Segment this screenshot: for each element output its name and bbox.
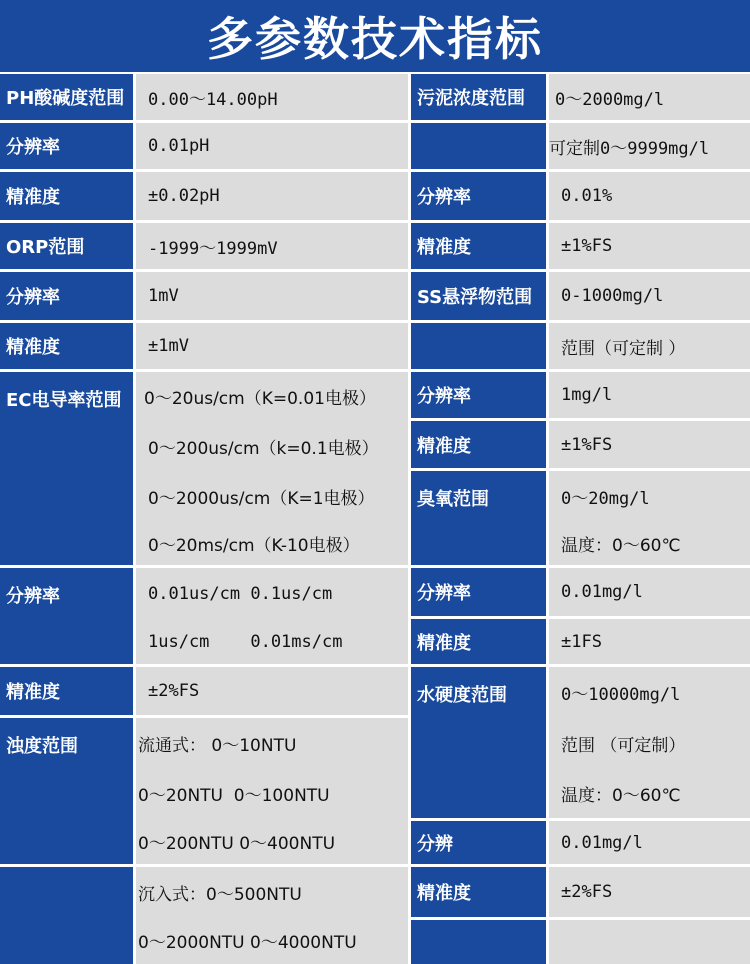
turbidity-range-line: 流通式： 0～10NTU — [136, 718, 408, 768]
page-title: 多参数技术指标 — [0, 0, 750, 72]
ph-resolution-label: 分辨率 — [0, 123, 133, 169]
sludge-blank-label — [411, 123, 546, 169]
hardness-blank-label — [411, 920, 546, 964]
ss-blank-label — [411, 323, 546, 369]
ss-resolution-value: 1mg/l — [549, 372, 750, 418]
ph-accuracy-value: ±0.02pH — [136, 172, 408, 220]
sludge-custom-value: 可定制0～9999mg/l — [549, 123, 750, 169]
ss-custom-value: 范围（可定制 ） — [549, 323, 750, 369]
turbidity-range-line: 沉入式：0～500NTU — [136, 867, 408, 917]
ph-resolution-value: 0.01pH — [136, 123, 408, 169]
ozone-range-label: 臭氧范围 — [411, 471, 546, 565]
ec-range-line: 0～20us/cm（K=0.01电极） — [136, 372, 408, 421]
ec-accuracy-value: ±2%FS — [136, 667, 408, 715]
sludge-range-value: 0～2000mg/l — [549, 74, 750, 120]
hardness-resolution-label: 分辨 — [411, 821, 546, 864]
ozone-resolution-label: 分辨率 — [411, 568, 546, 616]
hardness-accuracy-value: ±2%FS — [549, 867, 750, 917]
ozone-accuracy-label: 精准度 — [411, 619, 546, 664]
hardness-range-label: 水硬度范围 — [411, 667, 546, 818]
orp-range-value: -1999～1999mV — [136, 223, 408, 269]
sludge-range-label: 污泥浓度范围 — [411, 74, 546, 120]
turbidity-range-label: 浊度范围 — [0, 718, 133, 864]
sludge-accuracy-value: ±1%FS — [549, 223, 750, 269]
ozone-accuracy-value: ±1FS — [549, 619, 750, 664]
hardness-custom-value: 范围 （可定制） — [549, 718, 750, 768]
ec-resolution-line: 0.01us/cm 0.1us/cm — [136, 568, 408, 620]
ec-accuracy-label: 精准度 — [0, 667, 133, 715]
ec-range-line: 0～20ms/cm（K-10电极） — [136, 521, 408, 565]
ec-resolution-label: 分辨率 — [0, 568, 133, 664]
hardness-temperature-value: 温度：0～60℃ — [549, 768, 750, 818]
ph-range-value: 0.00～14.00pH — [136, 74, 408, 120]
orp-resolution-label: 分辨率 — [0, 272, 133, 320]
ozone-range-value: 0～20mg/l — [549, 471, 750, 521]
ss-accuracy-value: ±1%FS — [549, 421, 750, 468]
ss-range-label: SS悬浮物范围 — [411, 272, 546, 320]
ozone-temperature-value: 温度：0～60℃ — [549, 521, 750, 565]
ozone-resolution-value: 0.01mg/l — [549, 568, 750, 616]
hardness-blank-value — [549, 920, 750, 964]
turbidity-range-line: 0～20NTU 0～100NTU — [136, 768, 408, 818]
ph-accuracy-label: 精准度 — [0, 172, 133, 220]
sludge-accuracy-label: 精准度 — [411, 223, 546, 269]
hardness-accuracy-label: 精准度 — [411, 867, 546, 917]
turbidity-blank-label — [0, 867, 133, 964]
ss-range-value: 0-1000mg/l — [549, 272, 750, 320]
sludge-resolution-value: 0.01% — [549, 172, 750, 220]
turbidity-range-line: 0～200NTU 0～400NTU — [136, 818, 408, 864]
turbidity-range-line: 0～2000NTU 0～4000NTU — [136, 917, 408, 964]
ec-resolution-line: 1us/cm 0.01ms/cm — [136, 620, 408, 664]
ss-accuracy-label: 精准度 — [411, 421, 546, 468]
ph-range-label: PH酸碱度范围 — [0, 74, 133, 120]
sludge-resolution-label: 分辨率 — [411, 172, 546, 220]
orp-range-label: ORP范围 — [0, 223, 133, 269]
orp-resolution-value: 1mV — [136, 272, 408, 320]
ec-range-line: 0～200us/cm（k=0.1电极） — [136, 421, 408, 471]
orp-accuracy-value: ±1mV — [136, 323, 408, 369]
orp-accuracy-label: 精准度 — [0, 323, 133, 369]
hardness-resolution-value: 0.01mg/l — [549, 821, 750, 864]
ec-range-line: 0～2000us/cm（K=1电极） — [136, 471, 408, 521]
ec-range-label: EC电导率范围 — [0, 372, 133, 565]
hardness-range-value: 0～10000mg/l — [549, 667, 750, 718]
ss-resolution-label: 分辨率 — [411, 372, 546, 418]
